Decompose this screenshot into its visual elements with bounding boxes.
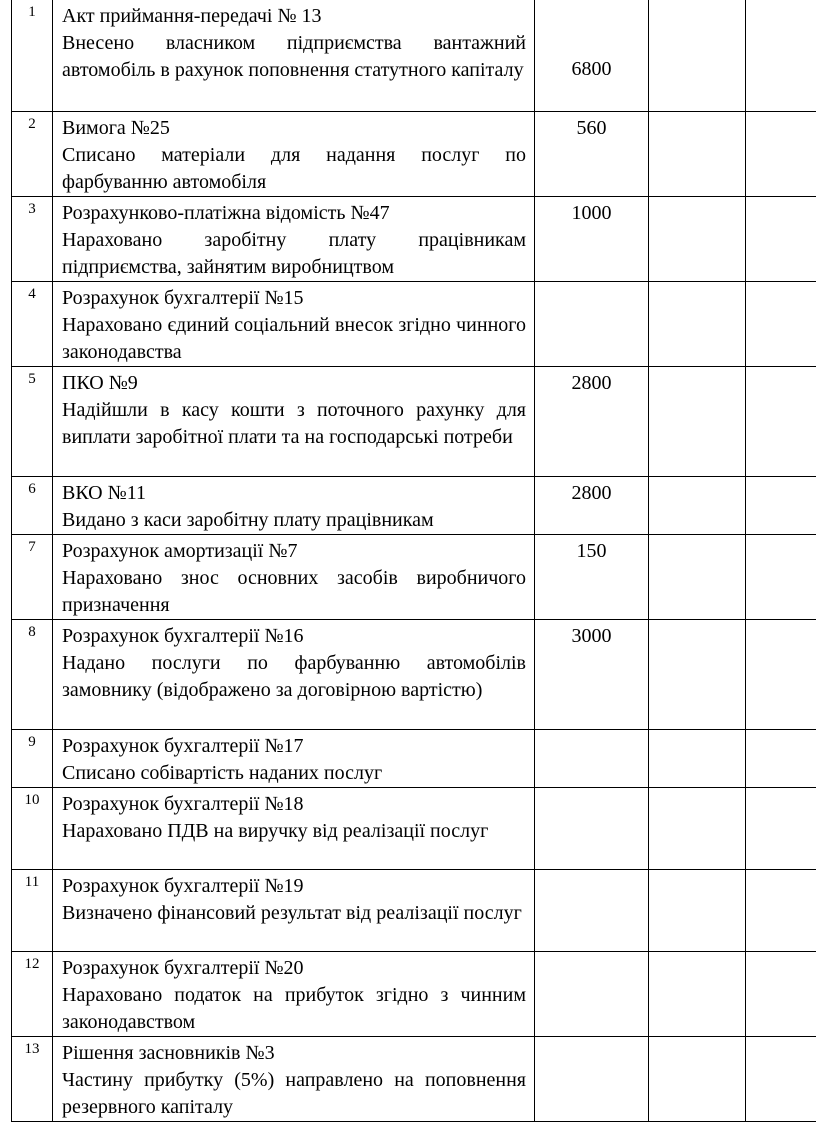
debit-cell — [649, 0, 746, 111]
row-number-cell — [12, 729, 53, 787]
amount: 2800 — [571, 371, 612, 394]
row-number: 7 — [28, 538, 36, 555]
amount-cell — [535, 534, 649, 619]
operation-text: Внесено власником підприємства вантажний автомобіль в рахунок поповнення статутного капіталу — [62, 32, 526, 81]
document-name: Розрахунок амортизації №7 — [62, 539, 298, 562]
amount: 2800 — [571, 481, 612, 504]
description-cell — [53, 111, 535, 196]
row-number: 12 — [24, 955, 40, 972]
row-number-cell — [12, 534, 53, 619]
amount-cell — [535, 869, 649, 951]
table-row — [12, 366, 816, 476]
amount-cell — [535, 1036, 649, 1121]
debit-cell — [649, 1036, 746, 1121]
credit-cell — [746, 1036, 816, 1121]
document-name: ВКО №11 — [62, 481, 146, 504]
description-cell — [53, 476, 535, 534]
credit-cell — [746, 787, 816, 869]
operation-text: Визначено фінансовий результат від реалізації послуг — [62, 901, 522, 924]
document-name: Рішення засновників №3 — [62, 1041, 275, 1064]
table-row — [12, 869, 816, 951]
amount-cell — [535, 787, 649, 869]
row-number-cell — [12, 1036, 53, 1121]
description-cell — [53, 1036, 535, 1121]
amount-cell — [535, 0, 649, 111]
amount — [535, 1037, 648, 1040]
amount-cell — [535, 476, 649, 534]
operation-text: Списано собівартість наданих послуг — [62, 761, 383, 784]
operation-text: Частину прибутку (5%) направлено на поповнення резервного капіталу — [62, 1068, 526, 1118]
credit-cell — [746, 619, 816, 729]
description-cell — [53, 366, 535, 476]
operation-text: Нараховано ПДВ на виручку від реалізації послуг — [62, 819, 489, 842]
table-row — [12, 787, 816, 869]
amount — [535, 788, 648, 791]
credit-cell — [746, 534, 816, 619]
table-row — [12, 281, 816, 366]
row-number-cell — [12, 951, 53, 1036]
credit-cell — [746, 366, 816, 476]
document-name: Розрахунок бухгалтерії №15 — [62, 286, 304, 309]
amount — [535, 282, 648, 285]
row-number: 9 — [28, 733, 36, 750]
operations-table — [11, 0, 816, 1122]
table-row — [12, 196, 816, 281]
debit-cell — [649, 619, 746, 729]
table-row — [12, 729, 816, 787]
document-name: Розрахунок бухгалтерії №20 — [62, 956, 304, 979]
table-row — [12, 534, 816, 619]
row-number: 6 — [28, 480, 36, 497]
operation-text: Списано матеріали для надання послуг по фарбуванню автомобіля — [62, 143, 526, 193]
debit-cell — [649, 281, 746, 366]
row-number: 13 — [24, 1040, 40, 1057]
table-row — [12, 1036, 816, 1121]
credit-cell — [746, 869, 816, 951]
amount-cell — [535, 619, 649, 729]
credit-cell — [746, 951, 816, 1036]
operation-text: Нараховано знос основних засобів виробничого призначення — [62, 566, 526, 616]
debit-cell — [649, 196, 746, 281]
operation-text: Надійшли в касу кошти з поточного рахунку для виплати заробітної плати та на господарські потреби — [62, 398, 526, 448]
row-number: 10 — [24, 791, 40, 808]
amount: 3000 — [571, 624, 612, 647]
table-row — [12, 0, 816, 111]
description-cell — [53, 281, 535, 366]
amount-cell — [535, 111, 649, 196]
document-name: Вимога №25 — [62, 116, 170, 139]
row-number-cell — [12, 0, 53, 111]
amount: 6800 — [571, 58, 612, 80]
amount — [535, 952, 648, 955]
row-number: 1 — [28, 4, 36, 20]
credit-cell — [746, 111, 816, 196]
operation-text: Нараховано податок на прибуток згідно з чинним законодавством — [62, 983, 526, 1033]
description-cell — [53, 869, 535, 951]
description-cell — [53, 619, 535, 729]
document-name: ПКО №9 — [62, 371, 138, 394]
credit-cell — [746, 281, 816, 366]
amount-cell — [535, 951, 649, 1036]
amount — [535, 730, 648, 733]
row-number: 11 — [24, 873, 40, 890]
document-name: Розрахунок бухгалтерії №16 — [62, 624, 304, 647]
amount-cell — [535, 366, 649, 476]
credit-cell — [746, 196, 816, 281]
row-number: 8 — [28, 623, 36, 640]
document-name: Розрахунок бухгалтерії №18 — [62, 792, 304, 815]
document-name: Акт приймання-передачі № 13 — [62, 5, 322, 27]
credit-cell — [746, 0, 816, 111]
description-cell — [53, 951, 535, 1036]
amount: 150 — [576, 539, 607, 562]
credit-cell — [746, 476, 816, 534]
debit-cell — [649, 729, 746, 787]
document-name: Розрахунково-платіжна відомість №47 — [62, 201, 390, 224]
credit-cell — [746, 729, 816, 787]
description-cell — [53, 534, 535, 619]
row-number-cell — [12, 787, 53, 869]
document-name: Розрахунок бухгалтерії №17 — [62, 734, 304, 757]
row-number: 4 — [28, 285, 36, 302]
row-number: 3 — [28, 200, 36, 217]
description-cell — [53, 729, 535, 787]
operation-text: Надано послуги по фарбуванню автомобілів замовнику (відображено за договірною вартістю) — [62, 651, 526, 701]
operation-text: Нараховано єдиний соціальний внесок згідно чинного законодавства — [62, 313, 526, 363]
debit-cell — [649, 111, 746, 196]
table-row — [12, 951, 816, 1036]
debit-cell — [649, 869, 746, 951]
debit-cell — [649, 787, 746, 869]
row-number: 5 — [28, 370, 36, 387]
amount: 560 — [576, 116, 607, 139]
document-name: Розрахунок бухгалтерії №19 — [62, 874, 304, 897]
row-number-cell — [12, 476, 53, 534]
description-cell — [53, 0, 535, 111]
row-number-cell — [12, 869, 53, 951]
description-cell — [53, 196, 535, 281]
row-number: 2 — [28, 115, 36, 132]
amount-cell — [535, 281, 649, 366]
amount — [535, 870, 648, 873]
amount: 1000 — [571, 201, 612, 224]
description-cell — [53, 787, 535, 869]
amount-cell — [535, 729, 649, 787]
row-number-cell — [12, 111, 53, 196]
debit-cell — [649, 951, 746, 1036]
debit-cell — [649, 366, 746, 476]
table-row — [12, 476, 816, 534]
row-number-cell — [12, 366, 53, 476]
amount-cell — [535, 196, 649, 281]
table-row — [12, 111, 816, 196]
debit-cell — [649, 476, 746, 534]
table-row — [12, 619, 816, 729]
row-number-cell — [12, 619, 53, 729]
operation-text: Нараховано заробітну плату працівникам підприємства, зайнятим виробництвом — [62, 228, 526, 278]
row-number-cell — [12, 281, 53, 366]
row-number-cell — [12, 196, 53, 281]
document-page — [11, 0, 816, 1122]
operation-text: Видано з каси заробітну плату працівникам — [62, 508, 434, 531]
debit-cell — [649, 534, 746, 619]
